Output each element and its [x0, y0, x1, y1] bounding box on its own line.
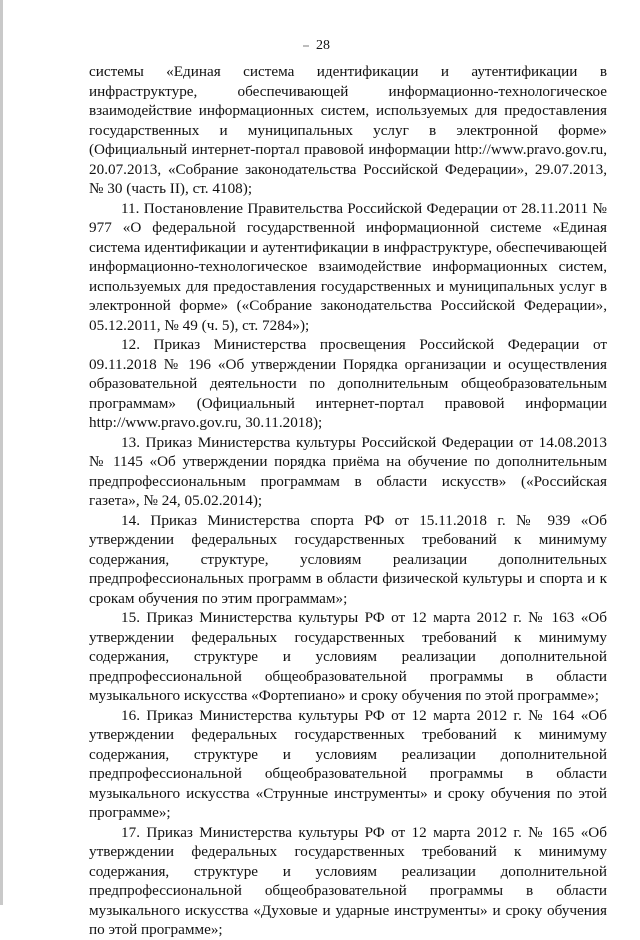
- paragraph-continuation: системы «Единая система идентификации и аутентификации в инфраструктуре, обеспечивающей информационно-технологическое взаимодействие информационных систем, используемых для предоставления государственных и муниципальных услуг в электронной форме» (Официальный интернет-портал правовой информации http://www.pravo.gov.ru, 20.07.2013, «Собрание законодательства Российской Федерации», 29.07.2013, № 30 (часть II), ст. 4108);: [89, 63, 607, 197]
- document-body: [89, 62, 607, 940]
- paragraph-item-17: 17. Приказ Министерства культуры РФ от 12 марта 2012 г. № 165 «Об утверждении федеральных государственных требований к минимуму содержания, структуре и условиям реализации дополнительной предпрофессиональной общеобразовательной программы в области музыкального искусства «Духовые и ударные инструменты» и сроку обучения по этой программе»;: [89, 823, 607, 938]
- paragraph-item-11: 11. Постановление Правительства Российской Федерации от 28.11.2011 № 977 «О федеральной государственной информационной системе «Единая система идентификации и аутентификации в инфраструктуре, обеспечивающей информационно-технологическое взаимодействие информационных систем, используемых для предоставления государственных и муниципальных услуг в электронной форме» («Собрание законодательства Российской Федерации», 05.12.2011, № 49 (ч. 5), ст. 7284»);: [89, 199, 607, 334]
- paragraph-item-14: 14. Приказ Министерства спорта РФ от 15.11.2018 г. № 939 «Об утверждении федеральных государственных требований к минимуму содержания, структуре, условиям реализации дополнительных предпрофессиональных программ в области физической культуры и спорта и к срокам обучения по этим программам»;: [89, 511, 607, 607]
- paragraph-item-15: 15. Приказ Министерства культуры РФ от 12 марта 2012 г. № 163 «Об утверждении федеральных государственных требований к минимуму содержания, структуре и условиям реализации дополнительной предпрофессиональной общеобразовательной программы в области музыкального искусства «Фортепиано» и сроку обучения по этой программе»;: [89, 609, 607, 704]
- paragraph-item-16: 16. Приказ Министерства культуры РФ от 12 марта 2012 г. № 164 «Об утверждении федеральных государственных требований к минимуму содержания, структуре и условиям реализации дополнительной предпрофессиональной общеобразовательной программы в области музыкального искусства «Струнные инструменты» и сроку обучения по этой программе»;: [89, 706, 607, 821]
- page-number: 28: [316, 38, 330, 53]
- paragraph-item-13: 13. Приказ Министерства культуры Российской Федерации от 14.08.2013 № 1145 «Об утверждении порядка приёма на обучение по дополнительным предпрофессиональным программам в области искусств» («Российская газета», № 24, 05.02.2014);: [89, 433, 607, 509]
- paragraph-item-12: 12. Приказ Министерства просвещения Российской Федерации от 09.11.2018 № 196 «Об утверждении Порядка организации и осуществления образовательной деятельности по дополнительным общеобразовательным программам» (Официальный интернет-портал правовой информации http://www.pravo.gov.ru, 30.11.2018);: [89, 336, 607, 431]
